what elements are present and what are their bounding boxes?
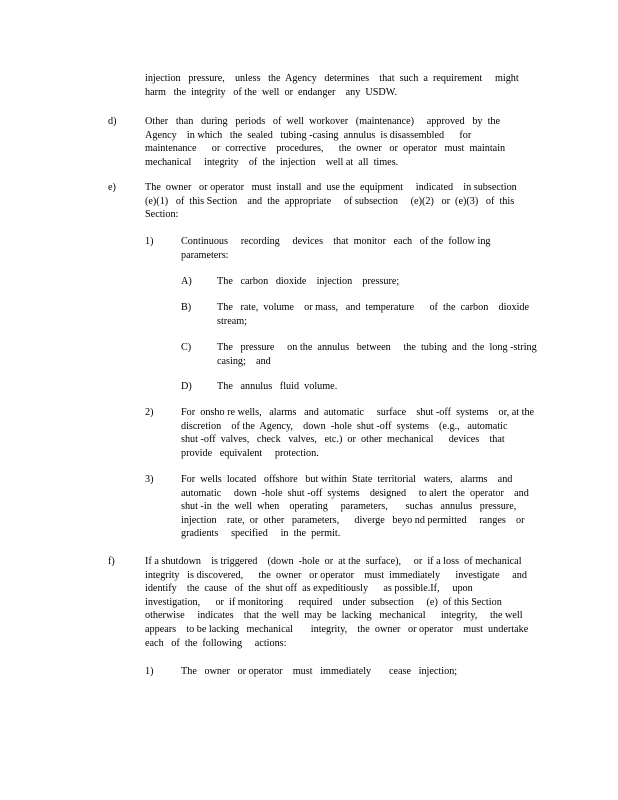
- text-line: appears to be lacking mechanical integrity, the owner or operator must undertake: [145, 623, 529, 635]
- text-line: The owner or operator must install and use the equipment indicated in subsection: [145, 182, 517, 193]
- paragraph-e1: [181, 235, 491, 262]
- text-line: Agency in which the sealed tubing -casing annulus is disassembled for: [145, 129, 472, 141]
- text-line: otherwise indicates that the well may be lacking mechanical integrity, the well: [145, 610, 523, 622]
- text-line: harm the integrity of the well or endanger any USDW.: [145, 86, 397, 98]
- item-label-e: e): [108, 182, 116, 193]
- text-line: parameters:: [181, 249, 229, 261]
- text-line: mechanical integrity of the injection well at all times.: [145, 156, 399, 168]
- text-line: injection pressure, unless the Agency determines that such a requirement might: [145, 73, 519, 84]
- paragraph-e1d: [217, 380, 337, 394]
- text-line: shut -in the well when operating parameters, suchas annulus pressure,: [181, 501, 517, 513]
- item-label-e1c: C): [181, 342, 192, 353]
- text-line: Section:: [145, 209, 179, 221]
- text-line: (e)(1) of this Section and the appropriate of subsection (e)(2) or (e)(3) of this: [145, 195, 515, 207]
- text-line: maintenance or corrective procedures, the owner or operator must maintain: [145, 143, 506, 155]
- text-line: If a shutdown is triggered (down -hole or at the surface), or if a loss of mechanical: [145, 556, 522, 567]
- text-line: The rate, volume or mass, and temperature of the carbon dioxide: [217, 302, 530, 313]
- item-label-e1: 1): [145, 236, 154, 247]
- item-label-e1d: D): [181, 381, 192, 392]
- text-line: discretion of the Agency, down -hole shut -off systems (e.g., automatic: [181, 420, 508, 432]
- item-label-d: d): [108, 116, 117, 127]
- text-line: integrity is discovered, the owner or operator must immediately investigate and: [145, 569, 527, 581]
- text-line: For wells located offshore but within State territorial waters, alarms and: [181, 474, 513, 485]
- item-label-e1a: A): [181, 276, 192, 287]
- paragraph-f: [145, 555, 528, 650]
- text-line: injection rate, or other parameters, diverge beyo nd permitted ranges or: [181, 514, 525, 526]
- paragraph-e1a: [217, 275, 399, 289]
- text-line: Continuous recording devices that monitor each of the follow ing: [181, 236, 491, 247]
- text-line: investigation, or if monitoring required under subsection (e) of this Section: [145, 596, 502, 608]
- text-line: The annulus fluid volume.: [217, 381, 338, 392]
- text-line: automatic down -hole shut -off systems designed to alert the operator and: [181, 487, 529, 499]
- text-line: The pressure on the annulus between the tubing and the long -string: [217, 342, 537, 353]
- item-label-e3: 3): [145, 474, 154, 485]
- item-label-f1: 1): [145, 666, 154, 677]
- item-label-e1b: B): [181, 302, 192, 313]
- text-line: shut -off valves, check valves, etc.) or other mechanical devices that: [181, 434, 505, 446]
- paragraph-e2: [181, 406, 534, 460]
- intro-paragraph: [145, 72, 519, 99]
- paragraph-d: [145, 115, 505, 169]
- text-line: each of the following actions:: [145, 637, 287, 649]
- paragraph-e: [145, 181, 517, 222]
- text-line: provide equivalent protection.: [181, 447, 319, 459]
- paragraph-e3: [181, 473, 529, 541]
- text-line: The owner or operator must immediately cease injection;: [181, 666, 458, 677]
- paragraph-e1c: [217, 341, 537, 368]
- text-line: gradients specified in the permit.: [181, 528, 341, 540]
- text-line: For onsho re wells, alarms and automatic surface shut -off systems or, at the: [181, 407, 535, 418]
- text-line: The carbon dioxide injection pressure;: [217, 276, 400, 287]
- text-line: casing; and: [217, 355, 271, 367]
- text-line: Other than during periods of well workover (maintenance) approved by the: [145, 116, 501, 127]
- text-line: identify the cause of the shut off as expeditiously as possible.If, upon: [145, 583, 473, 595]
- item-label-f: f): [108, 556, 115, 567]
- text-line: stream;: [217, 315, 247, 327]
- paragraph-e1b: [217, 301, 529, 328]
- item-label-e2: 2): [145, 407, 154, 418]
- paragraph-f1: [181, 665, 457, 679]
